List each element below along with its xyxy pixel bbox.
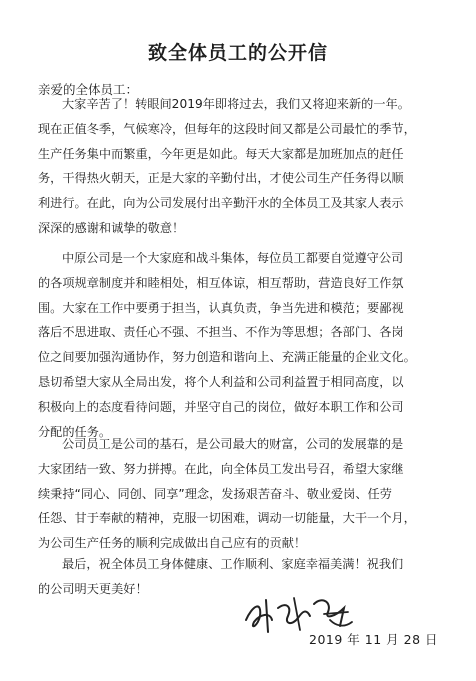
paragraph-line: 大家团结一致、努力拼搏。在此，向全体员工发出号召，希望大家继 — [38, 461, 404, 476]
paragraph-line: 生产任务集中而繁重，今年更是如此。每天大家都是加班加点的赶任 — [38, 146, 404, 161]
paragraph-line: 的公司明天更美好！ — [38, 581, 148, 596]
paragraph-line: 积极向上的态度看待问题，并坚守自己的岗位，做好本职工作和公司 — [38, 399, 404, 414]
paragraph-line: 位之间要加强沟通协作，努力创造和谐向上、充满正能量的企业文化。 — [38, 350, 416, 365]
paragraph-line: 落后不思进取、责任心不强、不担当、不作为等思想；各部门、各岗 — [38, 325, 404, 340]
letter-title: 致全体员工的公开信 — [147, 42, 328, 64]
paragraph-line: 任怨、甘于奉献的精神，克服一切困难，调动一切能量，大干一个月， — [38, 511, 416, 526]
paragraph-line: 利进行。在此，向为公司发展付出辛勤汗水的全体员工及其家人表示 — [38, 196, 404, 211]
paragraph-line: 中原公司是一个大家庭和战斗集体，每位员工都要自觉遵守公司 — [62, 251, 404, 265]
paragraph-line: 的各项规章制度并和睦相处，相互体谅，相互帮助，营造良好工作氛 — [38, 275, 404, 290]
paragraph-line: 最后，祝全体员工身体健康、工作顺利、家庭幸福美满！祝我们 — [62, 557, 404, 571]
letter-date: 2019 年 11 月 28 日 — [309, 632, 438, 647]
paragraph-line: 大家辛苦了！转眼间2019年即将过去，我们又将迎来新的一年。 — [62, 97, 410, 111]
paragraph-2 — [38, 246, 438, 444]
paragraph-4 — [38, 552, 438, 602]
paragraph-line: 为公司生产任务的顺利完成做出自己应有的贡献！ — [38, 536, 307, 551]
paragraph-line: 深深的感谢和诚挚的敬意！ — [38, 220, 185, 235]
paragraph-line: 分配的任务。 — [38, 424, 112, 439]
paragraph-line: 围。大家在工作中要勇于担当，认真负责，争当先进和模范；要鄙视 — [38, 300, 404, 315]
paragraph-line: 续秉持“同心、同创、同享”理念，发扬艰苦奋斗、敬业爱岗、任劳 — [38, 486, 392, 501]
paragraph-1 — [38, 92, 438, 241]
paragraph-line: 务，干得热火朝天，正是大家的辛勤付出，才使公司生产任务得以顺 — [38, 171, 404, 186]
salutation: 亲爱的全体员工： — [38, 82, 139, 97]
paragraph-line: 现在正值冬季，气候寒冷，但每年的这段时间又都是公司最忙的季节， — [38, 121, 416, 136]
paragraph-line: 公司员工是公司的基石，是公司最大的财富，公司的发展靠的是 — [62, 437, 404, 451]
paragraph-3 — [38, 432, 438, 556]
paragraph-line: 恳切希望大家从全局出发，将个人利益和公司利益置于相同高度，以 — [38, 374, 404, 389]
